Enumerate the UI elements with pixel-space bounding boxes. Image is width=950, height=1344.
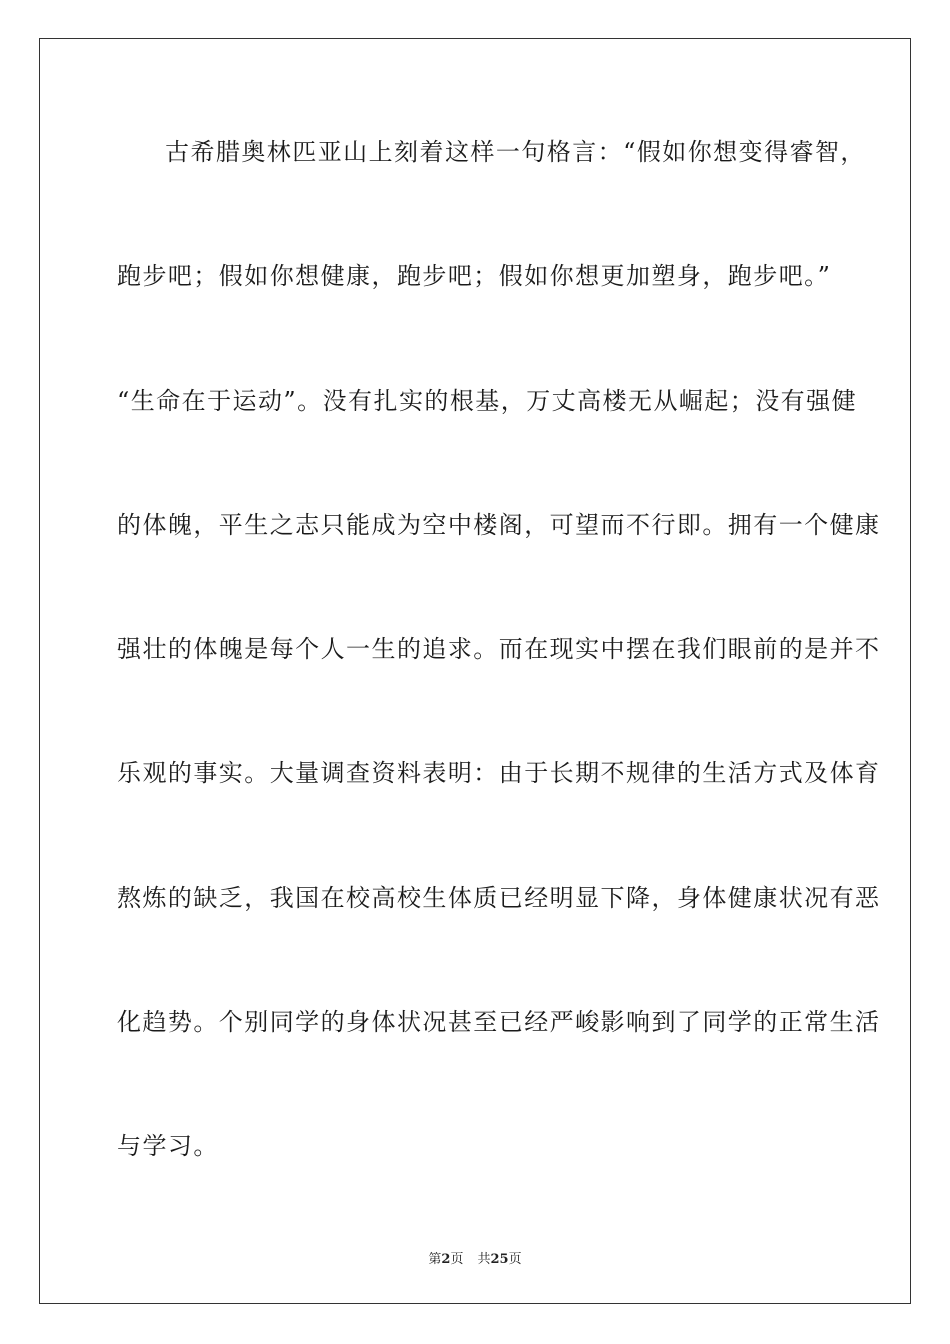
paragraph-line: 熬炼的缺乏，我国在校高校生体质已经明显下降，身体健康状况有恶 (117, 883, 881, 912)
paragraph-line: 与学习。 (117, 1132, 219, 1161)
paragraph-line: 跑步吧；假如你想健康，跑步吧；假如你想更加塑身，跑步吧。” (117, 262, 832, 291)
paragraph-line: 强壮的体魄是每个人一生的追求。而在现实中摆在我们眼前的是并不 (117, 635, 881, 664)
total-prefix: 共 (477, 1252, 491, 1267)
paragraph-line: “生命在于运动”。没有扎实的根基，万丈高楼无从崛起；没有强健 (117, 386, 858, 415)
paragraph-line: 的体魄，平生之志只能成为空中楼阁，可望而不行即。拥有一个健康 (117, 510, 881, 539)
page-footer (0, 1248, 950, 1267)
page-prefix: 第 (428, 1252, 442, 1267)
total-pages-number: 25 (490, 1252, 509, 1267)
paragraph-line: 乐观的事实。大量调查资料表明：由于长期不规律的生活方式及体育 (117, 759, 881, 788)
page-suffix: 页 (450, 1252, 464, 1267)
paragraph-line: 古希腊奥林匹亚山上刻着这样一句格言：“假如你想变得睿智， (165, 138, 866, 166)
paragraph-line: 化趋势。个别同学的身体状况甚至已经严峻影响到了同学的正常生活 (117, 1008, 881, 1037)
document-body (117, 126, 881, 1245)
current-page-number: 2 (441, 1252, 451, 1267)
total-suffix: 页 (508, 1252, 522, 1267)
